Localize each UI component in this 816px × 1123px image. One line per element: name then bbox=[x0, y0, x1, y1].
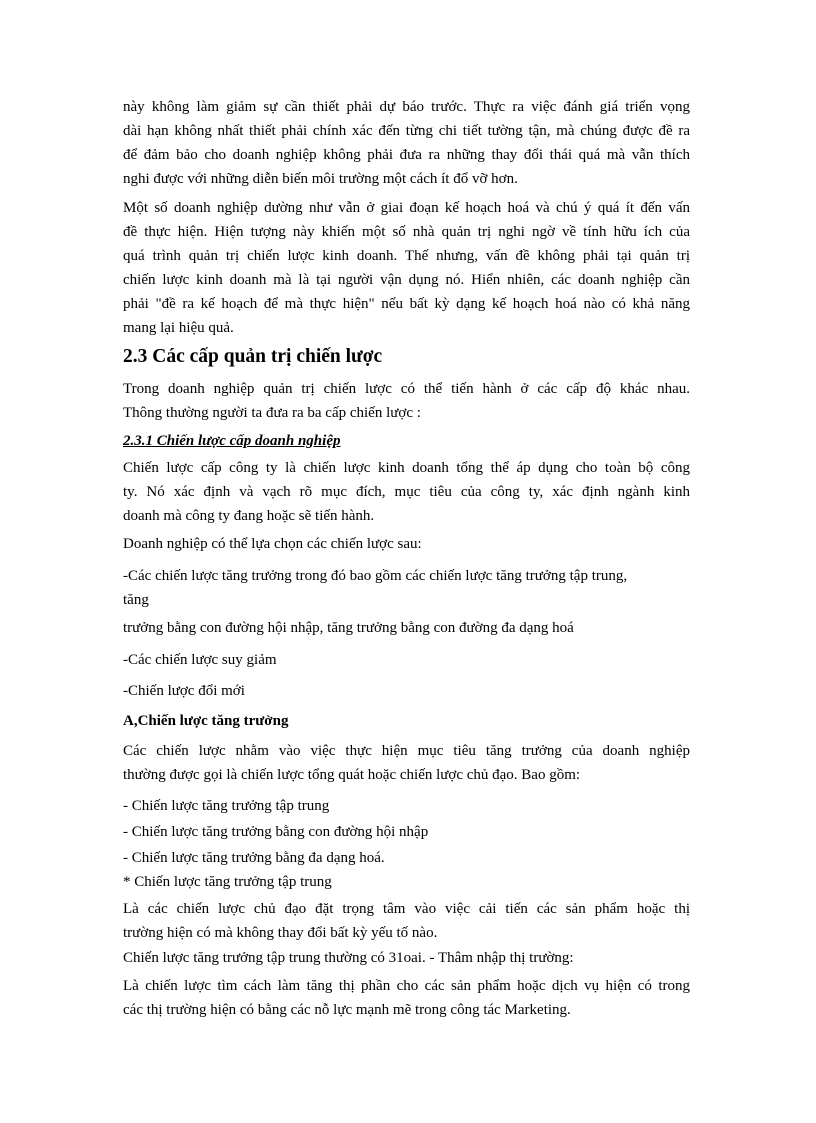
paragraph-line: ty. Nó xác định và vạch rõ mục đích, mục tiêu của công ty, xác định ngành kinh bbox=[123, 484, 690, 500]
paragraph-line: thường được gọi là chiến lược tổng quát hoặc chiến lược chủ đạo. Bao gồm: bbox=[123, 767, 581, 783]
paragraph-line: Trong doanh nghiệp quản trị chiến lược có thể tiến hành ở các cấp độ khác nhau. bbox=[123, 381, 690, 397]
paragraph-line: để đảm bảo cho doanh nghiệp không phải đưa ra những thay đổi thái quá mà vẫn thích bbox=[123, 147, 690, 163]
paragraph-line: Là chiến lược tìm cách làm tăng thị phần cho các sản phẩm hoặc dịch vụ hiện có trong bbox=[123, 978, 690, 994]
paragraph-line: trường hiện có mà không thay đổi bất kỳ yếu tố nào. bbox=[123, 925, 438, 941]
paragraph-line: nghi được với những diễn biến môi trường một cách ít đổ vỡ hơn. bbox=[123, 171, 518, 187]
list-item: -Chiến lược đổi mới bbox=[123, 683, 245, 699]
paragraph-line: Một số doanh nghiệp dường như vẫn ở giai đoạn kế hoạch hoá và chú ý quá ít đến vấn bbox=[123, 200, 690, 216]
paragraph-line: Các chiến lược nhằm vào việc thực hiện mục tiêu tăng trưởng của doanh nghiệp bbox=[123, 743, 690, 759]
paragraph-line: mang lại hiệu quả. bbox=[123, 320, 234, 336]
paragraph-line: phải "đề ra kế hoạch để mà thực hiện" nếu bất kỳ dạng kế hoạch hoá nào có khả năng bbox=[123, 296, 690, 312]
list-item: * Chiến lược tăng trưởng tập trung bbox=[123, 874, 332, 890]
paragraph-line: Là các chiến lược chủ đạo đặt trọng tâm vào việc cải tiến các sản phẩm hoặc thị bbox=[123, 901, 690, 917]
paragraph-line: này không làm giảm sự cần thiết phải dự báo trước. Thực ra việc đánh giá triển vọng bbox=[123, 99, 690, 115]
list-item: - Chiến lược tăng trưởng bằng đa dạng hoá. bbox=[123, 850, 385, 866]
paragraph-line: quá trình quản trị chiến lược kinh doanh. Thế nhưng, vấn đề không phải tại quản trị bbox=[123, 248, 690, 264]
paragraph-line: đề thực hiện. Hiện tượng này khiến một số nhà quản trị nghi ngờ về tính hữu ích của bbox=[123, 224, 690, 240]
bold-heading: A,Chiến lược tăng trưởng bbox=[123, 713, 289, 729]
paragraph-line: các thị trường hiện có bằng các nỗ lực mạnh mẽ trong công tác Marketing. bbox=[123, 1002, 571, 1018]
paragraph-line: trưởng bằng con đường hội nhập, tăng trưởng bằng con đường đa dạng hoá bbox=[123, 620, 574, 636]
section-heading: 2.3 Các cấp quản trị chiến lược bbox=[123, 346, 383, 367]
paragraph-line: Chiến lược cấp công ty là chiến lược kinh doanh tổng thể áp dụng cho toàn bộ công bbox=[123, 460, 690, 476]
paragraph-line: Chiến lược tăng trưởng tập trung thường có 31oai. - Thâm nhập thị trường: bbox=[123, 950, 574, 966]
paragraph-line: Thông thường người ta đưa ra ba cấp chiến lược : bbox=[123, 405, 421, 421]
list-item: - Chiến lược tăng trưởng tập trung bbox=[123, 798, 330, 814]
paragraph-line: Doanh nghiệp có thể lựa chọn các chiến lược sau: bbox=[123, 536, 422, 552]
subsection-heading: 2.3.1 Chiến lược cấp doanh nghiệp bbox=[123, 433, 341, 449]
paragraph-line: chiến lược kinh doanh mà là tại người vận dụng nó. Hiển nhiên, các doanh nghiệp cần bbox=[123, 272, 690, 288]
paragraph-line: tăng bbox=[123, 592, 149, 608]
paragraph-line: dài hạn không nhất thiết phải chính xác đến từng chi tiết tường tận, mà chúng được đề ra bbox=[123, 123, 690, 139]
list-item: - Chiến lược tăng trưởng bằng con đường hội nhập bbox=[123, 824, 429, 840]
paragraph-line: -Các chiến lược tăng trưởng trong đó bao gồm các chiến lược tăng trưởng tập trung, bbox=[123, 568, 628, 584]
paragraph-line: doanh mà công ty đang hoặc sẽ tiến hành. bbox=[123, 508, 375, 524]
list-item: -Các chiến lược suy giảm bbox=[123, 652, 277, 668]
